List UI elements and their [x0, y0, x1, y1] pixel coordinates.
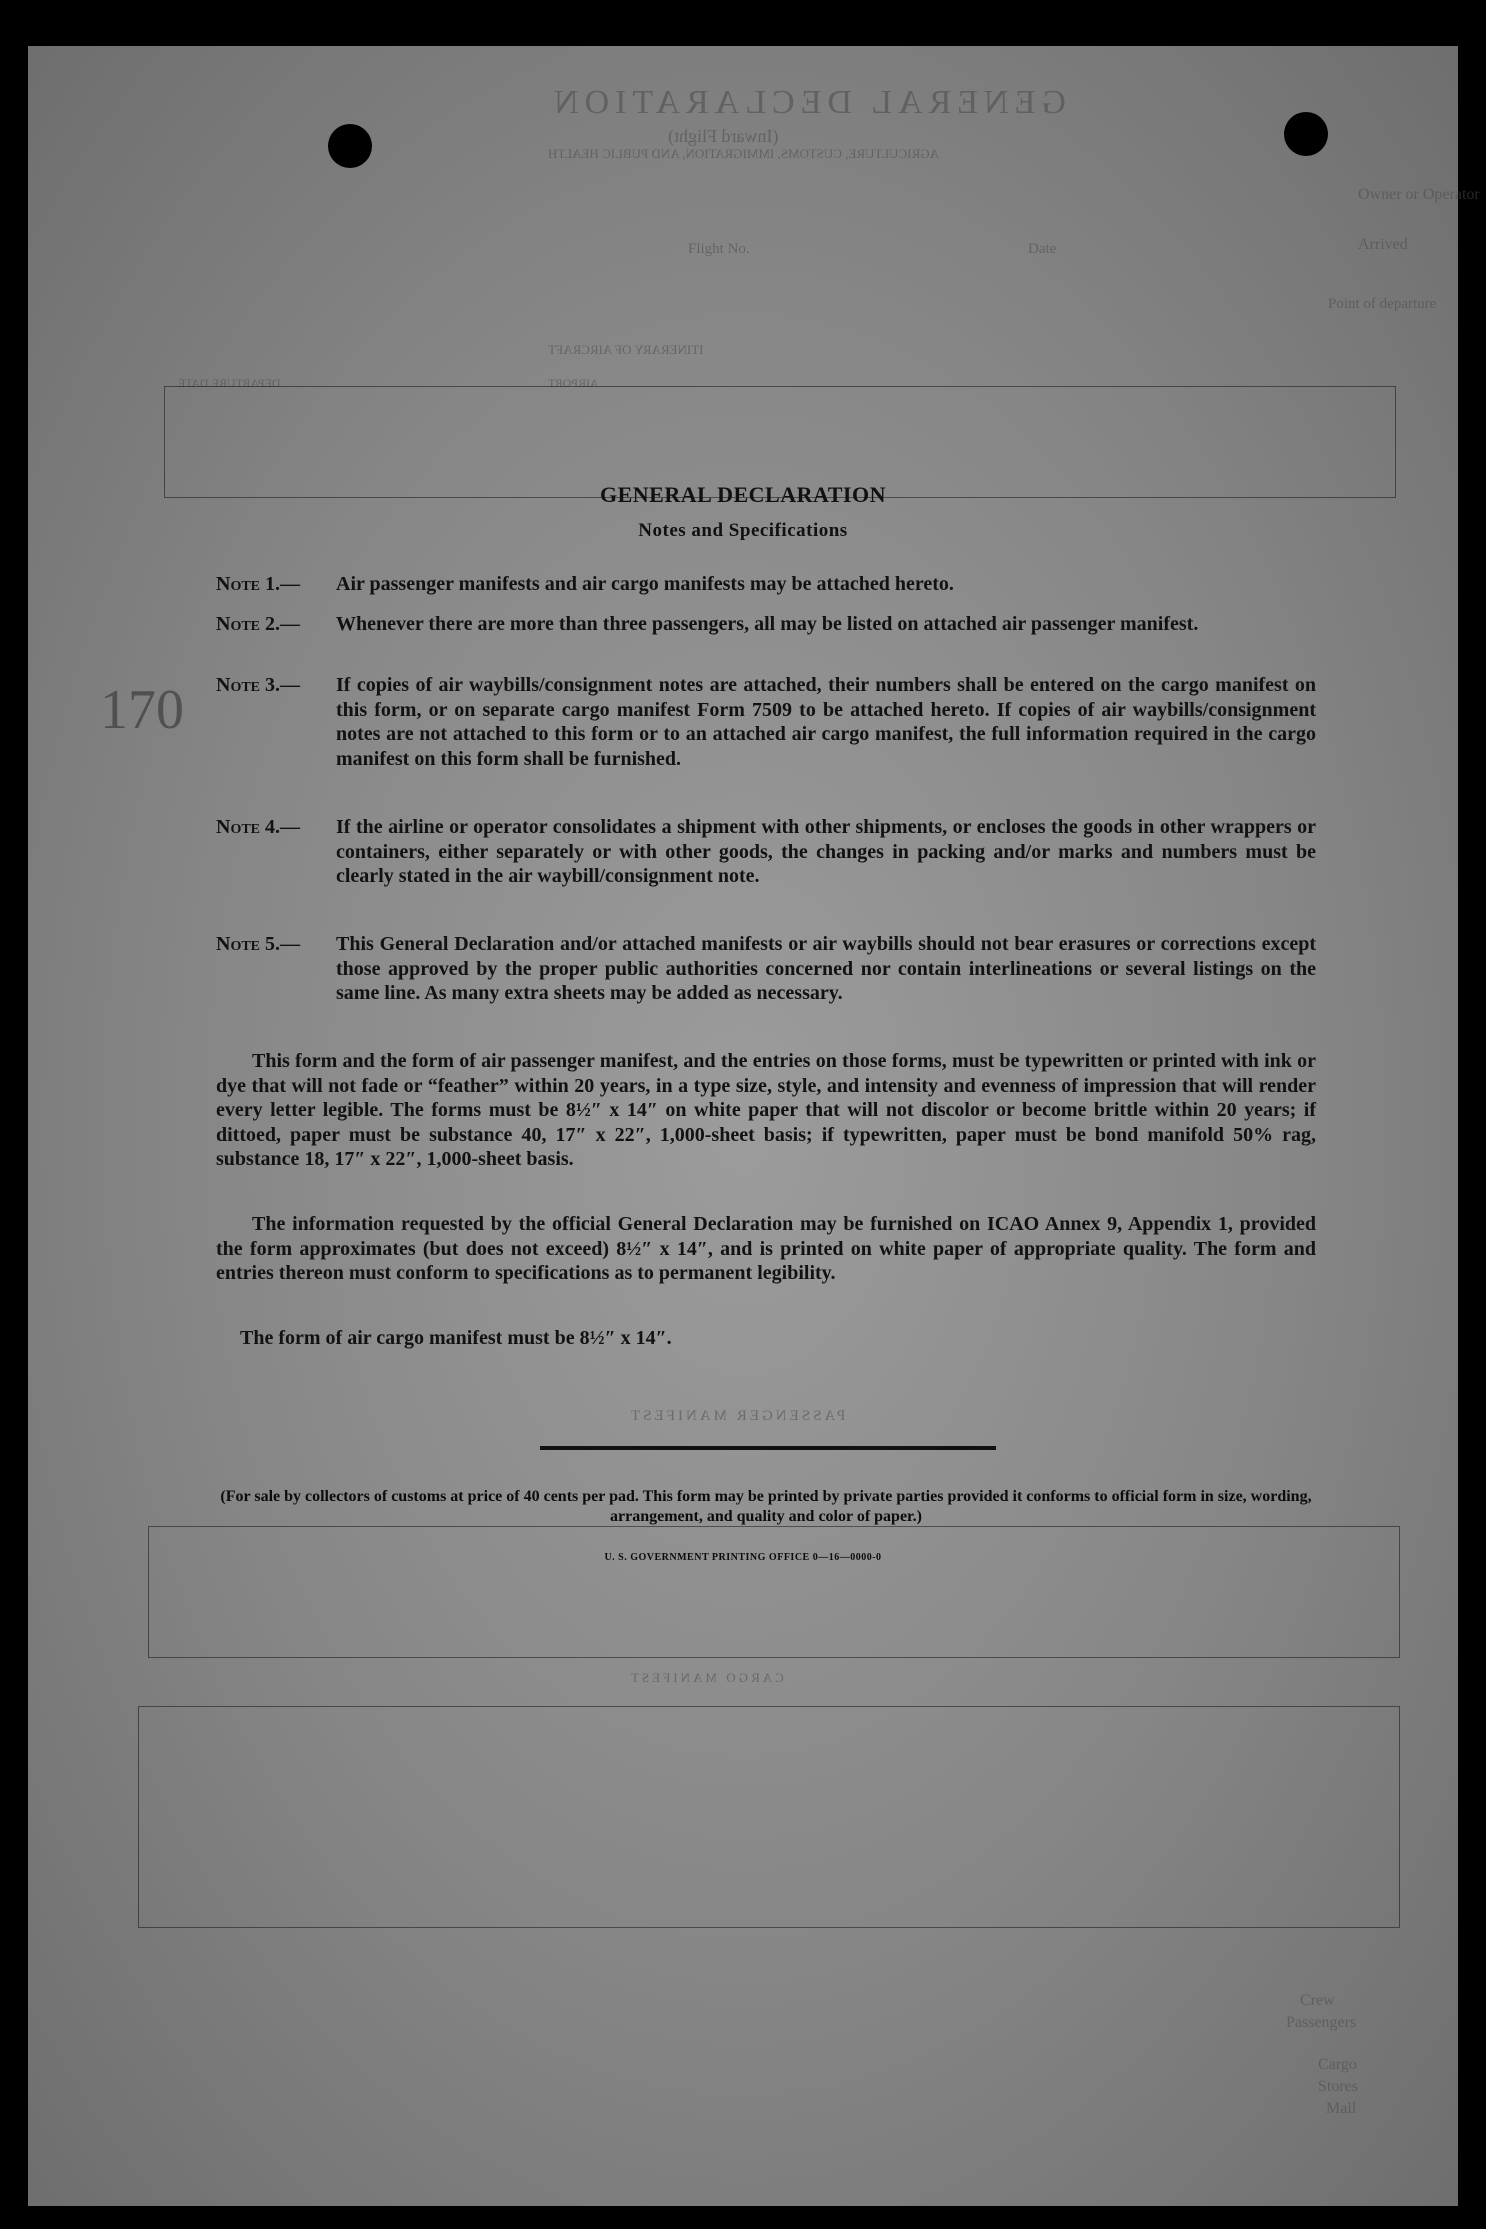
bleed-label-mail: Mail: [1326, 2100, 1357, 2117]
bleed-cargo-manifest: CARGO MANIFEST: [628, 1670, 784, 1685]
bleed-header-sub: (Inward Flight): [668, 126, 779, 146]
note-1: [216, 572, 1316, 597]
bleed-label-arrived: Arrived: [1358, 236, 1408, 253]
note-1-label: Note 1.—: [216, 573, 301, 595]
bleed-label-departure: Point of departure: [1328, 296, 1437, 312]
note-3-label: Note 3.—: [216, 674, 301, 696]
note-2-label: Note 2.—: [216, 613, 301, 635]
bleed-label-passengers: Passengers: [1286, 2014, 1357, 2031]
note-1-text: Air passenger manifests and air cargo manifests may be attached hereto.: [336, 573, 954, 595]
bleed-label-flight: Flight No.: [688, 241, 750, 257]
note-2-text: Whenever there are more than three passengers, all may be listed on attached air passenger manifest.: [336, 613, 1199, 635]
sale-footer: (For sale by collectors of customs at price of 40 cents per pad. This form may be printed by private parties provided it conforms to official form in size, wording, arrangement, and quality and color of paper.): [220, 1488, 1312, 1525]
bleed-label-owner: Owner or Operator: [1358, 186, 1480, 203]
bleed-header-title: GENERAL DECLARATION: [548, 84, 1066, 121]
note-5: [216, 932, 1316, 1006]
bleed-label-airport: AIRPORT: [548, 376, 599, 390]
stamp-number: 170: [100, 679, 184, 741]
note-3: [216, 673, 1316, 771]
page-title: GENERAL DECLARATION: [600, 482, 886, 507]
punch-hole-right: [1284, 112, 1328, 156]
bleed-label-cargo: Cargo: [1318, 2056, 1357, 2073]
note-5-text: This General Declaration and/or attached manifests or air waybills should not bear erasures or corrections except those approved by the proper public authorities concerned nor contain interlineations or several listings on the same line. As many extra sheets may be added as necessary.: [336, 933, 1316, 1004]
bleed-table-cargo: [138, 1706, 1400, 1928]
divider-rule: [540, 1446, 996, 1450]
bleed-label-date: Date: [1028, 241, 1057, 257]
bleed-table-passenger: [148, 1526, 1400, 1658]
bleed-header-line3: AGRICULTURE, CUSTOMS, IMMIGRATION, AND PUBLIC HEALTH: [548, 146, 939, 161]
note-3-text: If copies of air waybills/consignment notes are attached, their numbers shall be entered on the cargo manifest on this form, or on separate cargo manifest Form 7509 to be attached hereto. If copies of air waybills/consignment notes are not attached to this form or to an attached air cargo manifest, the full information required in the cargo manifest on this form shall be furnished.: [336, 674, 1316, 770]
bleed-passenger-manifest: PASSENGER MANIFEST: [628, 1408, 846, 1424]
paragraph-icao: The information requested by the official General Declaration may be furnished on ICAO Annex 9, Appendix 1, provided the form approximates (but does not exceed) 8½″ x 14″, and is printed on white paper of appropriate quality. The form and entries thereon must conform to specifications as to permanent legibility.: [216, 1213, 1316, 1284]
note-4: [216, 815, 1316, 889]
note-5-label: Note 5.—: [216, 933, 301, 955]
note-2: [216, 612, 1316, 637]
page-subtitle: Notes and Specifications: [638, 520, 848, 541]
note-4-text: If the airline or operator consolidates a shipment with other shipments, or encloses the goods in other wrappers or containers, either separately or with other goods, the changes in packing and/or marks and numbers must be clearly stated in the air waybill/consignment note.: [336, 816, 1316, 887]
paragraph-cargo-size: The form of air cargo manifest must be 8½″ x 14″.: [240, 1327, 672, 1349]
printer-imprint: U. S. GOVERNMENT PRINTING OFFICE 0—16—0000-0: [604, 1552, 882, 1563]
bleed-label-stores: Stores: [1318, 2078, 1358, 2095]
punch-hole-left: [328, 124, 372, 168]
bleed-label-crew: Crew: [1300, 1992, 1335, 2009]
bleed-label-itinerary: ITINERARY OF AIRCRAFT: [548, 342, 704, 357]
note-4-label: Note 4.—: [216, 816, 301, 838]
bleed-label-dep-date: DEPARTURE DATE: [178, 376, 281, 390]
document-sheet: [28, 46, 1480, 2206]
paragraph-form-specs: This form and the form of air passenger manifest, and the entries on those forms, must be typewritten or printed with ink or dye that will not fade or “feather” within 20 years, in a type size, style, and intensity and evenness of impression that will render every letter legible. The forms must be 8½″ x 14″ on white paper that will not discolor or become brittle within 20 years; if dittoed, paper must be substance 40, 17″ x 22″, 1,000-sheet basis; if typewritten, paper must be bond manifold 50% rag, substance 18, 17″ x 22″, 1,000-sheet basis.: [216, 1050, 1316, 1170]
